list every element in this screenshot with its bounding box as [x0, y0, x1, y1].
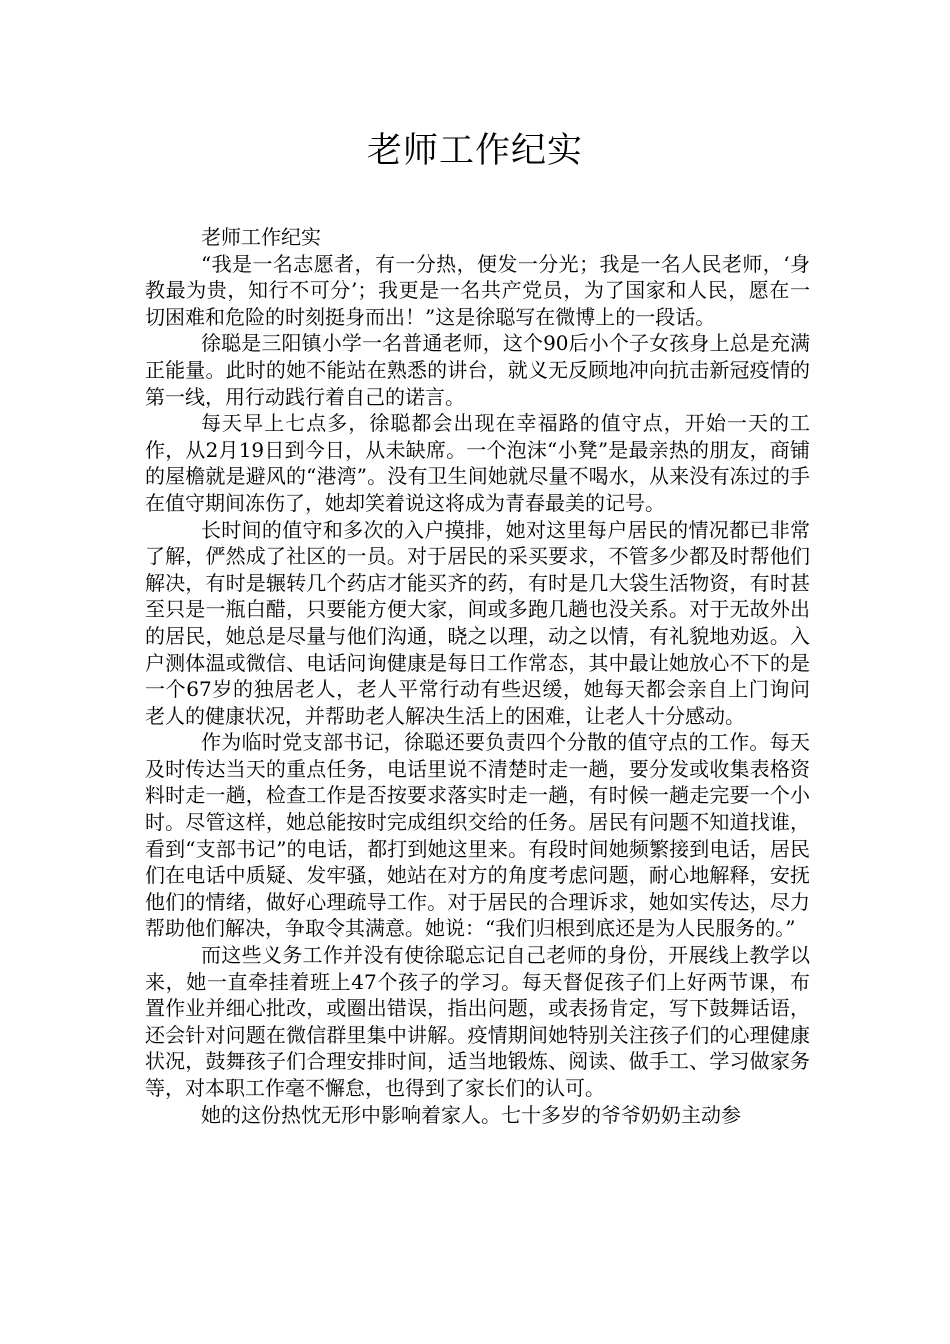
section-heading: 老师工作纪实: [201, 225, 321, 249]
paragraph: 徐聪是三阳镇小学一名普通老师，这个90后小个子女孩身上总是充满正能量。此时的她不能站在熟悉的讲台，就义无反顾地冲向抗击新冠疫情的第一线，用行动践行着自己的诺言。: [145, 331, 810, 409]
document-body: [145, 224, 810, 1128]
paragraph: 而这些义务工作并没有使徐聪忘记自己老师的身份，开展线上教学以来，她一直牵挂着班上47个孩子的学习。每天督促孩子们上好两节课，布置作业并细心批改，或圈出错误，指出问题，或表扬肯定，写下鼓舞话语，还会针对问题在微信群里集中讲解。疫情期间她特别关注孩子们的心理健康状况，鼓舞孩子们合理安排时间，适当地锻炼、阅读、做手工、学习做家务等，对本职工作毫不懈怠，也得到了家长们的认可。: [145, 943, 810, 1100]
paragraph: 长时间的值守和多次的入户摸排，她对这里每户居民的情况都已非常了解，俨然成了社区的一员。对于居民的采买要求，不管多少都及时帮他们解决，有时是辗转几个药店才能买齐的药，有时是几大袋生活物资，有时甚至只是一瓶白醋，只要能方便大家，间或多跑几趟也没关系。对于无故外出的居民，她总是尽量与他们沟通，晓之以理，动之以情，有礼貌地劝返。入户测体温或微信、电话问询健康是每日工作常态，其中最让她放心不下的是一个67岁的独居老人，老人平常行动有些迟缓，她每天都会亲自上门询问老人的健康状况，并帮助老人解决生活上的困难，让老人十分感动。: [145, 517, 810, 728]
paragraph: “我是一名志愿者，有一分热，便发一分光；我是一名人民老师，‘身教最为贵，知行不可分’；我更是一名共产党员，为了国家和人民，愿在一切困难和危险的时刻挺身而出！”这是徐聪写在微博上的一段话。: [145, 251, 810, 329]
paragraph: 每天早上七点多，徐聪都会出现在幸福路的值守点，开始一天的工作，从2月19日到今日，从未缺席。一个泡沫“小凳”是最亲热的朋友，商铺的屋檐就是避风的“港湾”。没有卫生间她就尽量不喝水，从来没有冻过的手在值守期间冻伤了，她却笑着说这将成为青春最美的记号。: [145, 411, 810, 515]
paragraph: 作为临时党支部书记，徐聪还要负责四个分散的值守点的工作。每天及时传达当天的重点任务，电话里说不清楚时走一趟，要分发或收集表格资料时走一趟，检查工作是否按要求落实时走一趟，有时候一趟走完要一个小时。尽管这样，她总能按时完成组织交给的任务。居民有问题不知道找谁，看到“支部书记”的电话，都打到她这里来。有段时间她频繁接到电话，居民们在电话中质疑、发牢骚，她站在对方的角度考虑问题，耐心地解释，安抚他们的情绪，做好心理疏导工作。对于居民的合理诉求，她如实传达，尽力帮助他们解决，争取令其满意。她说：“我们归根到底还是为人民服务的。”: [145, 730, 810, 941]
paragraph: 她的这份热忱无形中影响着家人。七十多岁的爷爷奶奶主动参: [201, 1102, 741, 1127]
page-title: 老师工作纪实: [366, 131, 583, 171]
